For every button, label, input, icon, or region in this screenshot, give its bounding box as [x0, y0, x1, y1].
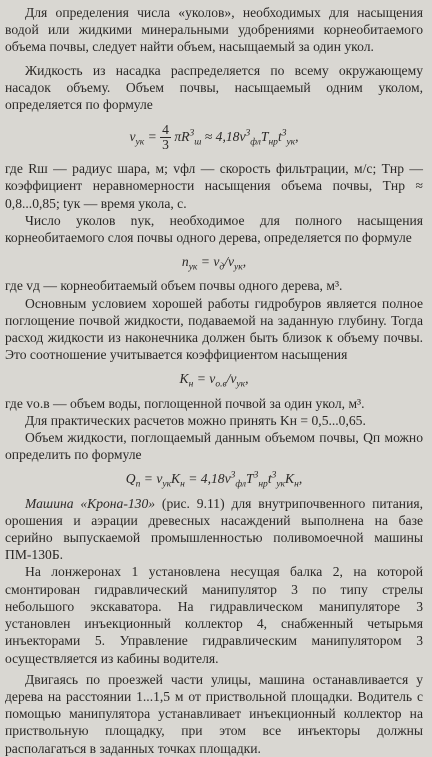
formula-absorbed-liquid: $Q_п = v_{ук}K_н = 4,18v^3_{фл}T^3_{нр}t^3_{ук}K_н$, — [125, 470, 303, 491]
paragraph-manipulator: На лонжеронах 1 установлена несущая балка 2, на которой смонтирован гидравлический манипулятор 3 по типу стрелы небольшого экскаватора. На гидравлическом манипуляторе 3 установлен инъекционный коллектор 4, снабженный четырьмя инъекторами 5. Управление гидравлическим манипулятором 3 осуществляется из кабины водителя. — [5, 564, 423, 666]
paragraph-liquid-distribution: Жидкость из насадка распределяется по всему окружающему насадок объему. Объем почвы, насыщаемый одним уколом, определяется по формуле — [5, 62, 423, 113]
paragraph-operation: Двигаясь по проезжей части улицы, машина останавливается у дерева на расстоянии 1...1,5 м от приствольной площадки. Водитель с помощью манипулятора устанавливает инъекционный коллектор на приствольную площадку, при этом все инъекторы должны располагаться в заданных точках площадки. — [5, 671, 423, 756]
machine-description: (рис. 9.11) для внутрипочвенного питания, орошения и аэрации древесных насаждений выполнена на базе серийно выпускаемой промышленностью поливомоечной машины ПМ-130Б. — [5, 495, 423, 563]
paragraph-intro: Для определения числа «уколов», необходимых для насыщения водой или жидкими минеральными удобрениями корнеобитаемого объема почвы, следует найти объем, насыщаемый за один укол. — [5, 5, 423, 55]
paragraph-water-volume: где vо.в — объем воды, поглощенной почвой за один укол, м³. — [5, 395, 365, 411]
formula-soil-volume: $v_{ук} = 4$ 3 $\pi R^3_ш \approx 4,18v^3_{фл}T_{нр}t^3_{ук}$, — [129, 122, 299, 153]
formula-injection-count: $n_{ук} = v_д/v_{ук}$, — [181, 254, 247, 273]
paragraph-root-volume: где vд — корнеобитаемый объем почвы одного дерева, м³. — [5, 278, 343, 294]
formula-saturation-coefficient: $K_н = v_{о.в}/v_{ук}$, — [179, 371, 249, 391]
paragraph-injection-count: Число уколов nук, необходимое для полного насыщения корнеобитаемого слоя почвы одного дерева, определяется по формуле — [5, 212, 423, 246]
paragraph-variables-1: где Rш — радиус шара, м; vфл — скорость фильтрации, м/с; Tнр — коэффициент неравномерности насыщения объема почвы, Tнр ≈ 0,8...0,85; tук — время укола, с. — [5, 161, 423, 211]
paragraph-liquid-volume: Объем жидкости, поглощаемый данным объемом почвы, Qп можно определить по формуле — [5, 430, 423, 463]
paragraph-practical: Для практических расчетов можно принять Kн = 0,5...0,65. — [25, 412, 366, 428]
paragraph-main-condition: Основным условием хорошей работы гидробуров является полное поглощение почвой жидкости, подаваемой на заданную глубину. Тогда расход жидкости из наконечника должен быть близок к объему почвы. Это соотношение учитывается коэффициентом насыщения — [5, 295, 423, 363]
paragraph-krona-130 — [5, 495, 423, 564]
machine-title: Машина «Крона-130» — [25, 495, 156, 511]
